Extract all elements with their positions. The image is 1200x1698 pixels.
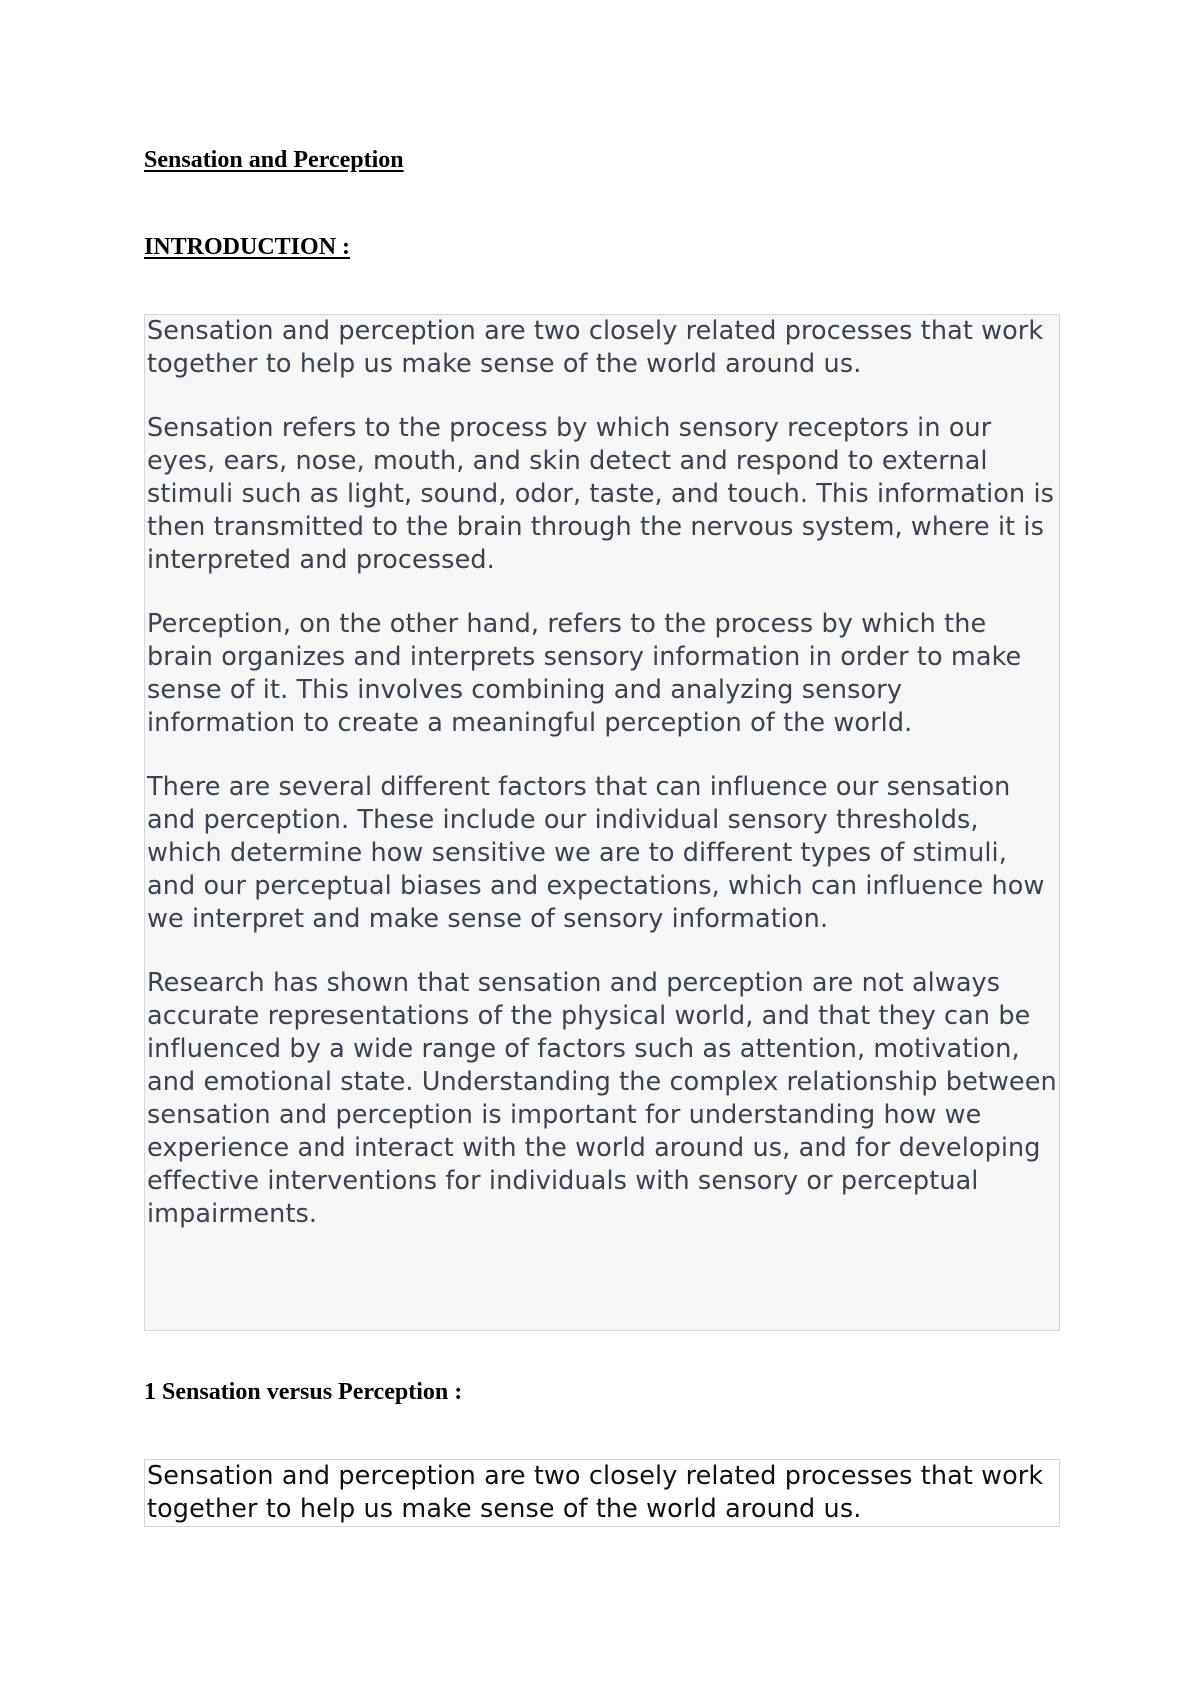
section-1-heading: 1 Sensation versus Perception : bbox=[144, 1379, 463, 1405]
introduction-paragraph: Research has shown that sensation and perception are not always accurate representations of the physical world, and that they can be influenced by a wide range of factors such as attention, motivation, and emotional state. Understanding the complex relationship between sensation and perception is important for understanding how we experience and interact with the world around us, and for developing effective interventions for individuals with sensory or perceptual impairments. bbox=[147, 968, 1057, 1229]
introduction-paragraph: Perception, on the other hand, refers to the process by which the brain organizes and interprets sensory information in order to make sense of it. This involves combining and analyzing sensory information to create a meaningful perception of the world. bbox=[147, 609, 1022, 738]
introduction-paragraph: Sensation refers to the process by which sensory receptors in our eyes, ears, nose, mouth, and skin detect and respond to external stimuli such as light, sound, odor, taste, and touch. This information is then transmitted to the brain through the nervous system, where it is interpreted and processed. bbox=[147, 413, 1055, 575]
introduction-heading: INTRODUCTION : bbox=[144, 234, 351, 260]
document-title: Sensation and Perception bbox=[144, 147, 404, 173]
section-1-text-box bbox=[144, 1459, 1060, 1527]
introduction-text-box bbox=[144, 314, 1060, 1331]
section-1-paragraph: Sensation and perception are two closely related processes that work together to help us make sense of the world around us. bbox=[147, 1461, 1044, 1524]
introduction-paragraph: There are several different factors that can influence our sensation and perception. These include our individual sensory thresholds, which determine how sensitive we are to different types of stimuli, and our perceptual biases and expectations, which can influence how we interpret and make sense of sensory information. bbox=[147, 772, 1045, 934]
introduction-paragraph: Sensation and perception are two closely related processes that work together to help us make sense of the world around us. bbox=[147, 316, 1044, 379]
